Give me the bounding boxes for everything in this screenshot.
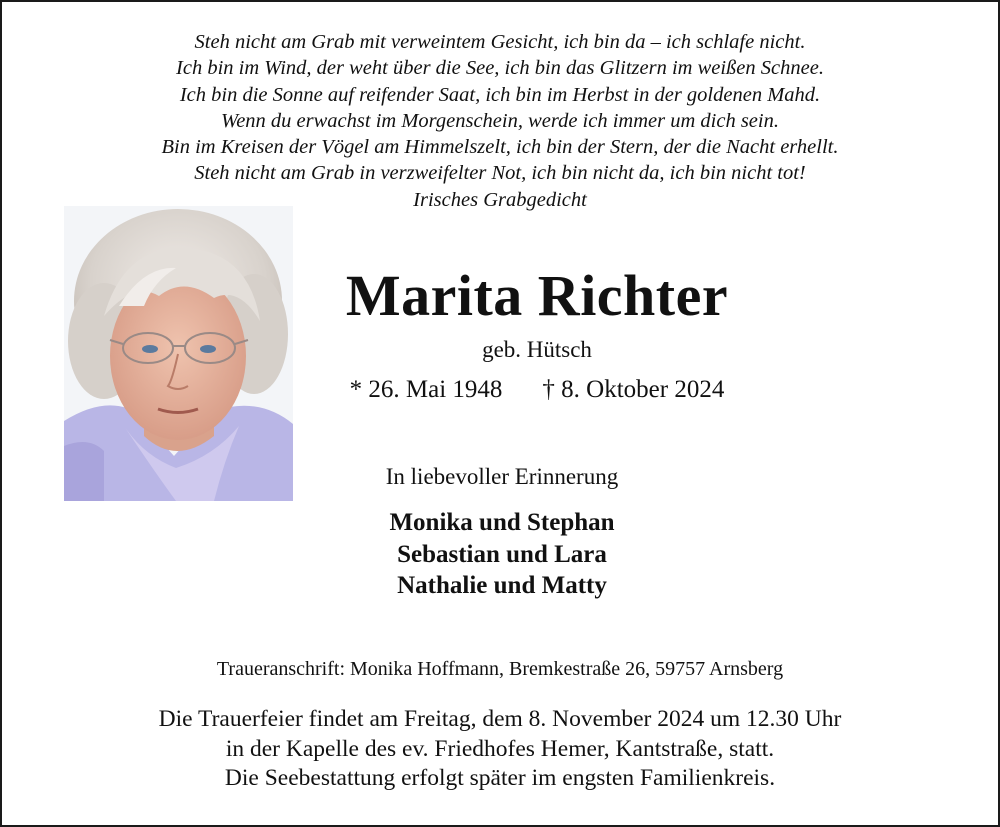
deceased-name: Marita Richter bbox=[345, 263, 729, 328]
ceremony-line: Die Trauerfeier findet am Freitag, dem 8. November 2024 um 12.30 Uhr bbox=[158, 706, 842, 732]
portrait-illustration bbox=[64, 206, 293, 501]
poem-line: Steh nicht am Grab mit verweintem Gesicht, ich bin da – ich schlafe nicht. bbox=[194, 31, 806, 53]
mourning-address: Traueranschrift: Monika Hoffmann, Bremkestraße 26, 59757 Arnsberg bbox=[216, 658, 784, 680]
poem-line: Wenn du erwachst im Morgenschein, werde ich immer um dich sein. bbox=[221, 109, 779, 132]
mourner-line: Nathalie und Matty bbox=[397, 572, 607, 599]
life-dates bbox=[302, 375, 772, 405]
mourner-line: Monika und Stephan bbox=[389, 509, 615, 536]
born-name: geb. Hütsch bbox=[482, 337, 592, 362]
mourner-line: Sebastian und Lara bbox=[397, 540, 607, 568]
memory-text: In liebevoller Erinnerung bbox=[385, 464, 619, 489]
death-date: † 8. Oktober 2024 bbox=[542, 376, 725, 403]
poem-line: Ich bin im Wind, der weht über die See, ich bin das Glitzern im weißen Schnee. bbox=[176, 57, 824, 80]
birth-date: * 26. Mai 1948 bbox=[349, 376, 503, 403]
poem-line: Ich bin die Sonne auf reifender Saat, ich bin im Herbst in der goldenen Mahd. bbox=[179, 83, 821, 106]
ceremony-info bbox=[2, 705, 998, 794]
poem-line: Bin im Kreisen der Vögel am Himmelszelt, ich bin der Stern, der die Nacht erhellt. bbox=[161, 136, 839, 159]
poem-line: Steh nicht am Grab in verzweifelter Not, ich bin nicht da, ich bin nicht tot! bbox=[194, 162, 806, 185]
poem-source: Irisches Grabgedicht bbox=[413, 188, 587, 211]
poem bbox=[2, 29, 998, 213]
ceremony-line: Die Seebestattung erfolgt später im engsten Familienkreis. bbox=[224, 765, 776, 791]
portrait-photo bbox=[64, 206, 293, 501]
ceremony-line: in der Kapelle des ev. Friedhofes Hemer, Kantstraße, statt. bbox=[225, 735, 775, 762]
mourners-list bbox=[302, 507, 702, 602]
